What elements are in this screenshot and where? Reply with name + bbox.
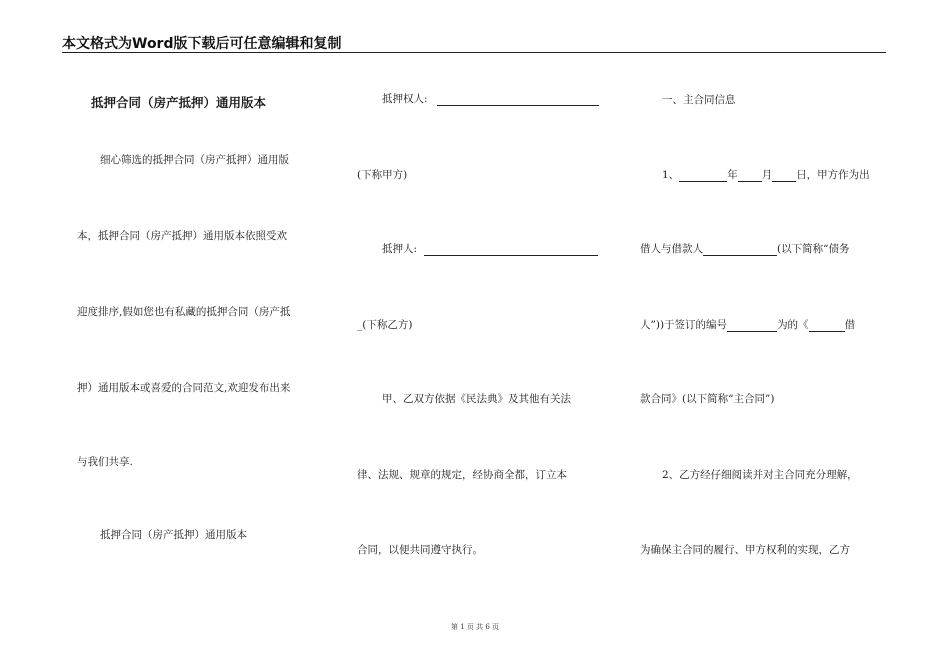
contract-number-mid: 为的《 — [777, 319, 809, 331]
date-line-prefix: 1、 — [662, 169, 680, 181]
month-blank — [738, 170, 762, 182]
mortgagor-label: 抵押人: — [382, 243, 418, 255]
clause-line-2: 律、法规、规章的规定，经协商全都，订立本 — [357, 469, 567, 481]
document-header-title: 本文格式为Word版下载后可任意编辑和复制 — [62, 36, 342, 52]
main-contract-line: 款合同》(以下简称“主合同”) — [640, 393, 775, 405]
intro-line-4: 押）通用版本或喜爱的合同范文,欢迎发布出来 — [77, 382, 291, 394]
intro-line-2: 本，抵押合同（房产抵押）通用版本依照受欢 — [77, 230, 287, 242]
contract-number-blank — [727, 320, 777, 332]
mortgagee-label: 抵押权人: — [382, 93, 428, 105]
intro-line-3: 迎度排序,假如您也有私藏的抵押合同（房产抵 — [77, 306, 291, 318]
month-label: 月 — [761, 169, 773, 181]
borrower-suffix: (以下简称“债务 — [777, 243, 850, 255]
day-blank — [772, 170, 796, 182]
party-a-line: (下称甲方) — [357, 169, 408, 181]
party-b-line: _(下称乙方) — [357, 319, 413, 331]
header-divider — [62, 52, 886, 53]
clause-line-3: 合同，以便共同遵守执行。 — [357, 544, 483, 556]
clause-2-line-2: 为确保主合同的履行、甲方权利的实现，乙方 — [640, 544, 850, 556]
contract-number-suffix: 借 — [844, 319, 856, 331]
contract-number-line — [640, 318, 855, 332]
subtitle-line: 抵押合同（房产抵押）通用版本 — [100, 529, 247, 541]
mortgagor-line — [382, 242, 598, 256]
date-line — [662, 168, 870, 182]
mortgagor-blank — [424, 244, 598, 256]
year-label: 年 — [727, 169, 738, 181]
mortgagee-blank — [437, 94, 599, 106]
clause-line-1: 甲、乙双方依据《民法典》及其他有关法 — [382, 393, 571, 405]
contract-name-blank — [809, 320, 845, 332]
borrower-blank — [703, 244, 777, 256]
intro-line-5: 与我们共享. — [77, 456, 133, 468]
page-number: 第 1 页 共 6 页 — [450, 623, 500, 631]
mortgagee-line — [382, 92, 599, 106]
borrower-prefix: 借人与借款人 — [640, 243, 703, 255]
contract-number-prefix: 人”))于签订的编号 — [640, 319, 728, 331]
date-line-suffix: 日，甲方作为出 — [796, 169, 870, 181]
section-heading: 一、主合同信息 — [662, 94, 736, 106]
year-blank — [679, 170, 727, 182]
document-title: 抵押合同（房产抵押）通用版本 — [91, 95, 267, 110]
clause-2-line-1: 2、乙方经仔细阅读并对主合同充分理解， — [662, 469, 858, 481]
intro-line-1: 细心筛选的抵押合同（房产抵押）通用版 — [100, 154, 289, 166]
borrower-line — [640, 242, 849, 256]
